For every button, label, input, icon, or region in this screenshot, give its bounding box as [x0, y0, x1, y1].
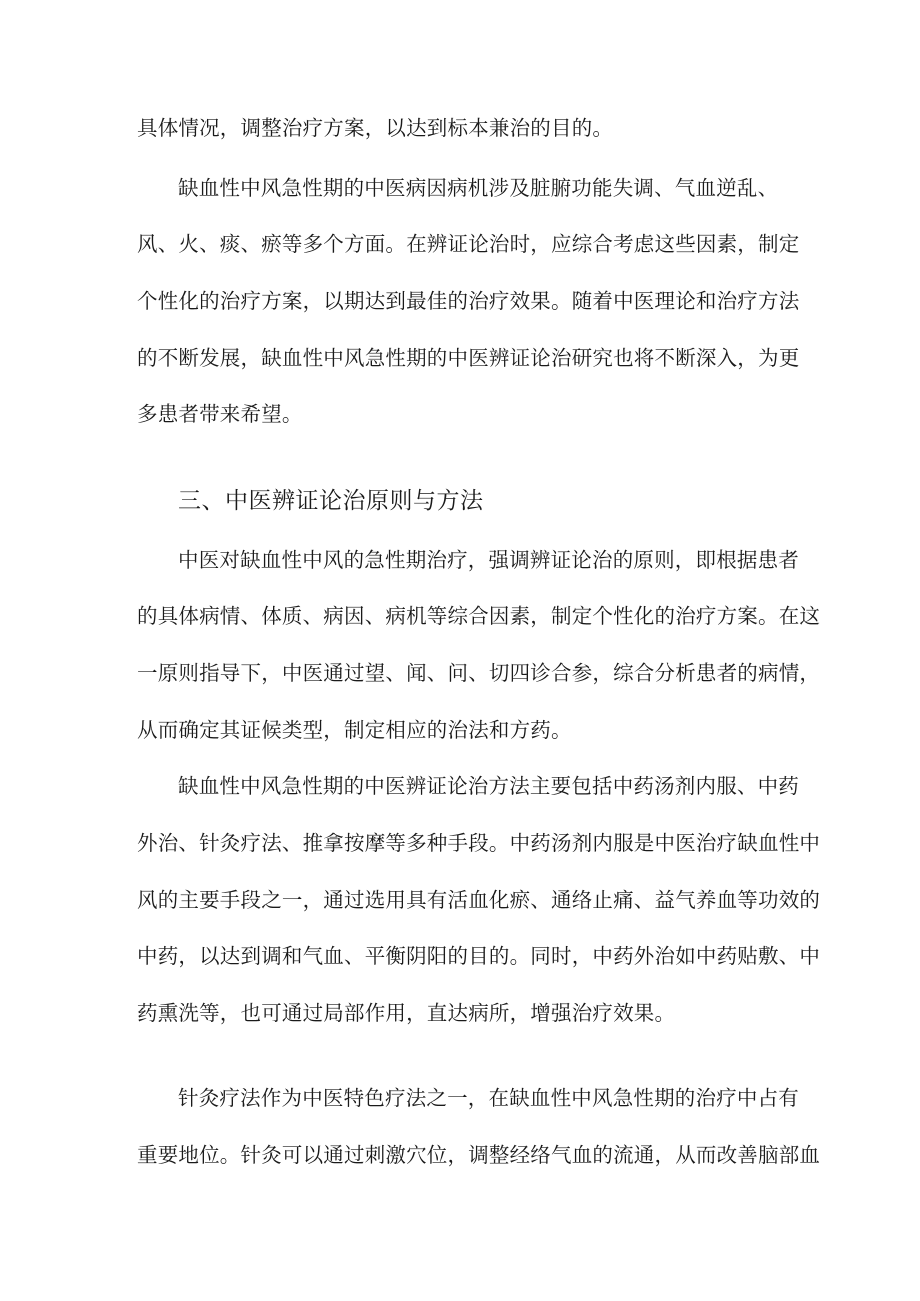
text-line: 缺血性中风急性期的中医辨证论治方法主要包括中药汤剂内服、中药 [178, 774, 799, 798]
text-line: 外治、针灸疗法、推拿按摩等多种手段。中药汤剂内服是中医治疗缺血性中 [137, 831, 821, 855]
text-line: 重要地位。针灸可以通过刺激穴位，调整经络气血的流通，从而改善脑部血 [137, 1143, 821, 1167]
text-line: 的具体病情、体质、病因、病机等综合因素，制定个性化的治疗方案。在这 [137, 604, 821, 628]
text-line: 中药，以达到调和气血、平衡阴阳的目的。同时，中药外治如中药贴敷、中 [137, 944, 821, 968]
text-line: 风、火、痰、瘀等多个方面。在辨证论治时，应综合考虑这些因素，制定 [137, 232, 800, 256]
text-line: 药熏洗等，也可通过局部作用，直达病所，增强治疗效果。 [137, 1001, 676, 1025]
text-line: 一原则指导下，中医通过望、闻、问、切四诊合参，综合分析患者的病情， [137, 661, 821, 685]
text-line: 多患者带来希望。 [137, 402, 303, 426]
text-line: 缺血性中风急性期的中医病因病机涉及脏腑功能失调、气血逆乱、 [178, 176, 779, 200]
text-line: 中医对缺血性中风的急性期治疗，强调辨证论治的原则，即根据患者 [178, 548, 799, 572]
text-line: 的不断发展，缺血性中风急性期的中医辨证论治研究也将不断深入，为更 [137, 346, 800, 370]
text-line: 具体情况，调整治疗方案，以达到标本兼治的目的。 [137, 116, 614, 140]
text-line: 针灸疗法作为中医特色疗法之一，在缺血性中风急性期的治疗中占有 [178, 1086, 799, 1110]
text-line: 从而确定其证候类型，制定相应的治法和方药。 [137, 718, 572, 742]
text-line: 个性化的治疗方案，以期达到最佳的治疗效果。随着中医理论和治疗方法 [137, 289, 800, 313]
text-line: 风的主要手段之一，通过选用具有活血化瘀、通络止痛、益气养血等功效的 [137, 888, 821, 912]
section-heading: 三、中医辨证论治原则与方法 [178, 488, 484, 514]
